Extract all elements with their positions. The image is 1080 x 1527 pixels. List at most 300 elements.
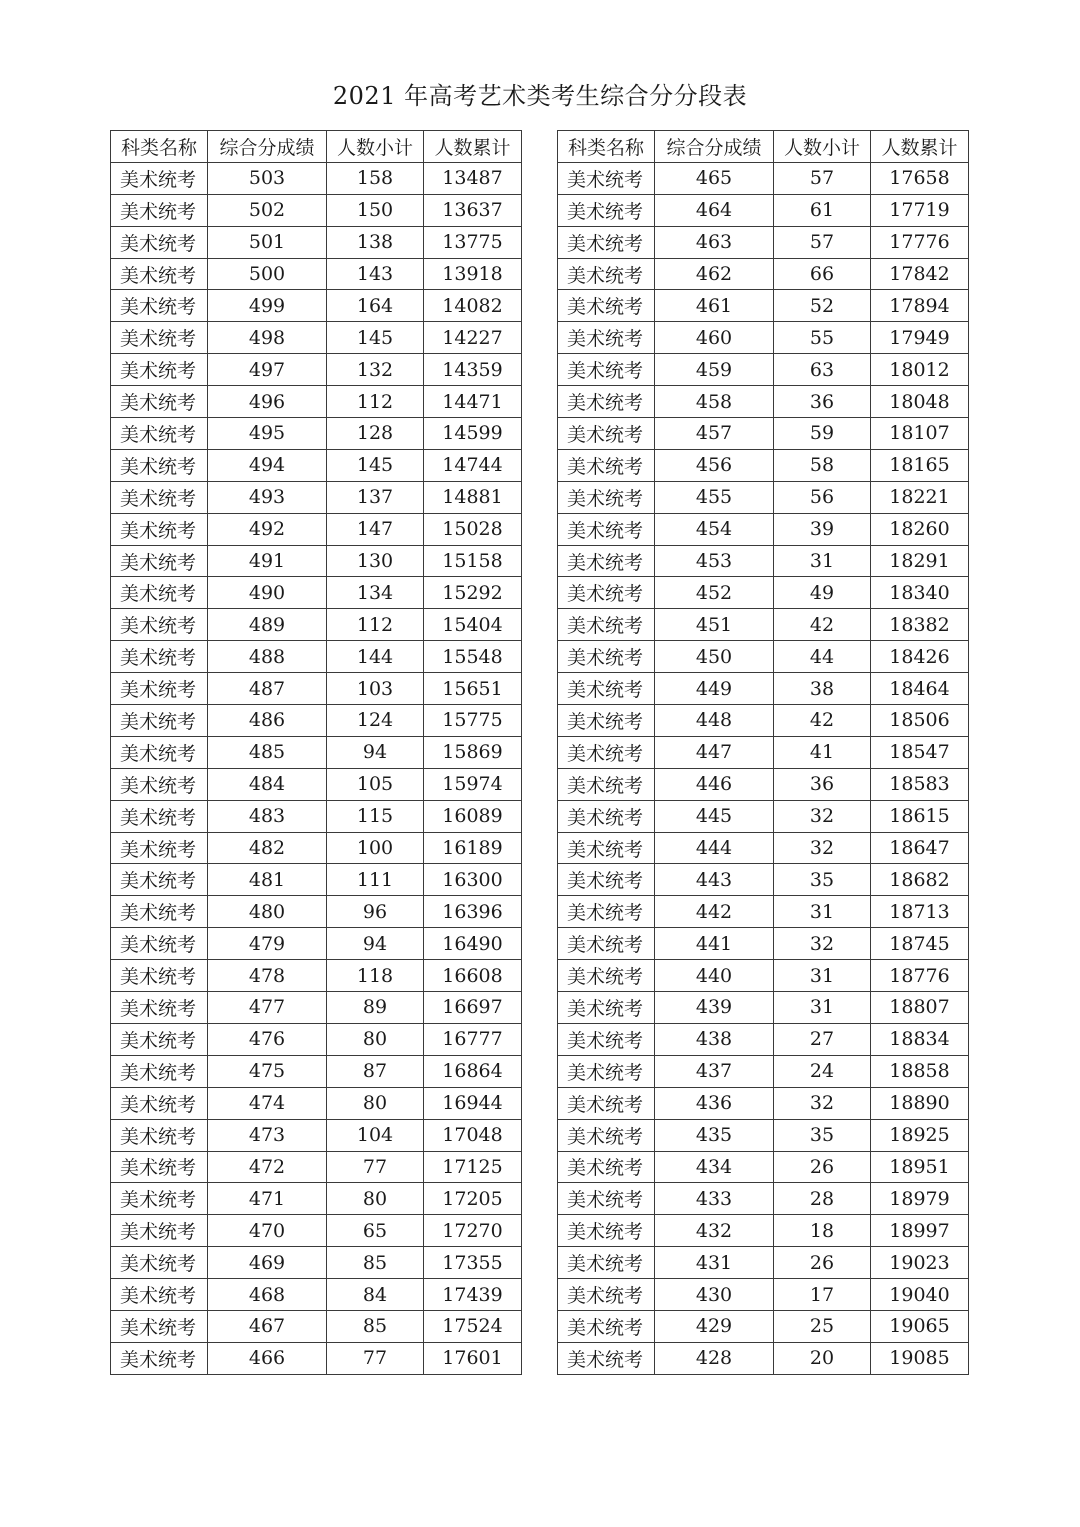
cell-category: 美术统考 [558, 609, 655, 641]
cell-category: 美术统考 [558, 1247, 655, 1279]
cell-category: 美术统考 [111, 1247, 208, 1279]
cell-category: 美术统考 [558, 1342, 655, 1374]
table-row [558, 162, 969, 194]
table-row [111, 1119, 522, 1151]
cell-category: 美术统考 [558, 1023, 655, 1055]
cell-count: 89 [327, 992, 424, 1024]
cell-category: 美术统考 [558, 194, 655, 226]
table-row [111, 832, 522, 864]
cell-score: 497 [208, 354, 327, 386]
cell-cumulative: 13637 [424, 194, 522, 226]
table-row [558, 513, 969, 545]
cell-score: 440 [655, 960, 774, 992]
cell-count: 77 [327, 1151, 424, 1183]
table-row [111, 481, 522, 513]
cell-count: 25 [774, 1310, 871, 1342]
cell-count: 18 [774, 1215, 871, 1247]
cell-cumulative: 19040 [871, 1279, 969, 1311]
table-row [111, 992, 522, 1024]
table-row [111, 322, 522, 354]
cell-score: 501 [208, 226, 327, 258]
cell-cumulative: 18647 [871, 832, 969, 864]
table-row [558, 768, 969, 800]
cell-score: 500 [208, 258, 327, 290]
cell-score: 432 [655, 1215, 774, 1247]
table-row [558, 896, 969, 928]
cell-cumulative: 15775 [424, 705, 522, 737]
cell-category: 美术统考 [558, 1183, 655, 1215]
table-row [111, 705, 522, 737]
cell-category: 美术统考 [558, 577, 655, 609]
cell-cumulative: 18925 [871, 1119, 969, 1151]
cell-score: 458 [655, 386, 774, 418]
table-row [558, 545, 969, 577]
cell-cumulative: 18340 [871, 577, 969, 609]
cell-score: 435 [655, 1119, 774, 1151]
cell-score: 462 [655, 258, 774, 290]
cell-category: 美术统考 [111, 609, 208, 641]
cell-score: 479 [208, 928, 327, 960]
table-row [111, 1055, 522, 1087]
table-row [558, 800, 969, 832]
cell-cumulative: 14227 [424, 322, 522, 354]
table-row [558, 992, 969, 1024]
cell-score: 491 [208, 545, 327, 577]
cell-score: 498 [208, 322, 327, 354]
cell-score: 465 [655, 162, 774, 194]
cell-score: 472 [208, 1151, 327, 1183]
cell-cumulative: 17658 [871, 162, 969, 194]
table-row [558, 1342, 969, 1374]
cell-count: 31 [774, 992, 871, 1024]
cell-category: 美术统考 [111, 992, 208, 1024]
cell-score: 445 [655, 800, 774, 832]
table-row [558, 258, 969, 290]
cell-count: 104 [327, 1119, 424, 1151]
cell-score: 443 [655, 864, 774, 896]
cell-count: 36 [774, 386, 871, 418]
table-row [111, 1023, 522, 1055]
table-row [111, 768, 522, 800]
cell-count: 118 [327, 960, 424, 992]
cell-count: 84 [327, 1279, 424, 1311]
cell-score: 487 [208, 673, 327, 705]
cell-cumulative: 18260 [871, 513, 969, 545]
cell-category: 美术统考 [558, 768, 655, 800]
table-row [111, 162, 522, 194]
cell-count: 52 [774, 290, 871, 322]
cell-cumulative: 18890 [871, 1087, 969, 1119]
cell-count: 55 [774, 322, 871, 354]
cell-count: 35 [774, 864, 871, 896]
cell-category: 美术统考 [558, 896, 655, 928]
cell-cumulative: 18107 [871, 418, 969, 450]
table-row [558, 1151, 969, 1183]
table-row [111, 545, 522, 577]
cell-count: 32 [774, 832, 871, 864]
table-row [558, 1055, 969, 1087]
cell-count: 138 [327, 226, 424, 258]
header-score: 综合分成绩 [655, 131, 774, 163]
cell-score: 433 [655, 1183, 774, 1215]
table-row [111, 418, 522, 450]
cell-cumulative: 17355 [424, 1247, 522, 1279]
table-row [111, 1279, 522, 1311]
cell-count: 80 [327, 1023, 424, 1055]
cell-cumulative: 15974 [424, 768, 522, 800]
cell-category: 美术统考 [558, 1119, 655, 1151]
table-row [558, 1087, 969, 1119]
cell-category: 美术统考 [111, 705, 208, 737]
cell-count: 44 [774, 641, 871, 673]
cell-score: 471 [208, 1183, 327, 1215]
cell-cumulative: 16944 [424, 1087, 522, 1119]
cell-cumulative: 16864 [424, 1055, 522, 1087]
cell-category: 美术统考 [558, 1151, 655, 1183]
header-category: 科类名称 [558, 131, 655, 163]
cell-score: 453 [655, 545, 774, 577]
cell-count: 158 [327, 162, 424, 194]
cell-cumulative: 13487 [424, 162, 522, 194]
cell-count: 128 [327, 418, 424, 450]
cell-score: 482 [208, 832, 327, 864]
table-row [558, 1119, 969, 1151]
cell-cumulative: 16697 [424, 992, 522, 1024]
page-title: 2021 年高考艺术类考生综合分分段表 [332, 82, 748, 110]
cell-count: 80 [327, 1087, 424, 1119]
cell-score: 469 [208, 1247, 327, 1279]
header-category: 科类名称 [111, 131, 208, 163]
cell-cumulative: 14744 [424, 449, 522, 481]
cell-category: 美术统考 [111, 226, 208, 258]
cell-count: 59 [774, 418, 871, 450]
cell-category: 美术统考 [111, 162, 208, 194]
cell-cumulative: 17439 [424, 1279, 522, 1311]
cell-score: 449 [655, 673, 774, 705]
cell-category: 美术统考 [111, 1279, 208, 1311]
table-row [111, 1215, 522, 1247]
table-row [111, 258, 522, 290]
cell-category: 美术统考 [558, 545, 655, 577]
cell-category: 美术统考 [111, 1055, 208, 1087]
cell-cumulative: 18165 [871, 449, 969, 481]
cell-count: 56 [774, 481, 871, 513]
cell-score: 459 [655, 354, 774, 386]
cell-score: 478 [208, 960, 327, 992]
table-row [111, 577, 522, 609]
cell-count: 112 [327, 609, 424, 641]
cell-count: 132 [327, 354, 424, 386]
cell-score: 481 [208, 864, 327, 896]
cell-count: 85 [327, 1247, 424, 1279]
cell-category: 美术统考 [558, 1310, 655, 1342]
cell-cumulative: 18776 [871, 960, 969, 992]
cell-count: 100 [327, 832, 424, 864]
table-row [111, 194, 522, 226]
cell-score: 464 [655, 194, 774, 226]
cell-cumulative: 18858 [871, 1055, 969, 1087]
cell-count: 96 [327, 896, 424, 928]
table-row [558, 1247, 969, 1279]
table-body-left [111, 162, 522, 1374]
cell-count: 115 [327, 800, 424, 832]
table-row [558, 1183, 969, 1215]
cell-score: 495 [208, 418, 327, 450]
table-row [558, 864, 969, 896]
cell-category: 美术统考 [558, 673, 655, 705]
cell-category: 美术统考 [111, 1310, 208, 1342]
cell-score: 444 [655, 832, 774, 864]
cell-score: 447 [655, 736, 774, 768]
cell-count: 42 [774, 609, 871, 641]
cell-count: 36 [774, 768, 871, 800]
cell-cumulative: 18713 [871, 896, 969, 928]
table-row [558, 322, 969, 354]
cell-score: 467 [208, 1310, 327, 1342]
cell-score: 475 [208, 1055, 327, 1087]
cell-score: 439 [655, 992, 774, 1024]
cell-category: 美术统考 [558, 449, 655, 481]
cell-score: 503 [208, 162, 327, 194]
table-row [111, 449, 522, 481]
cell-count: 124 [327, 705, 424, 737]
cell-cumulative: 17048 [424, 1119, 522, 1151]
table-row [111, 736, 522, 768]
cell-score: 461 [655, 290, 774, 322]
cell-category: 美术统考 [558, 736, 655, 768]
cell-category: 美术统考 [558, 162, 655, 194]
cell-cumulative: 16396 [424, 896, 522, 928]
cell-count: 77 [327, 1342, 424, 1374]
cell-cumulative: 16608 [424, 960, 522, 992]
cell-category: 美术统考 [558, 1087, 655, 1119]
cell-category: 美术统考 [558, 705, 655, 737]
cell-cumulative: 14881 [424, 481, 522, 513]
table-row [558, 673, 969, 705]
cell-cumulative: 16777 [424, 1023, 522, 1055]
cell-category: 美术统考 [111, 768, 208, 800]
cell-cumulative: 16490 [424, 928, 522, 960]
cell-cumulative: 15869 [424, 736, 522, 768]
table-row [111, 864, 522, 896]
cell-count: 57 [774, 226, 871, 258]
cell-cumulative: 18997 [871, 1215, 969, 1247]
cell-score: 431 [655, 1247, 774, 1279]
cell-score: 448 [655, 705, 774, 737]
cell-count: 57 [774, 162, 871, 194]
table-row [111, 673, 522, 705]
cell-count: 61 [774, 194, 871, 226]
cell-count: 66 [774, 258, 871, 290]
cell-score: 460 [655, 322, 774, 354]
cell-count: 130 [327, 545, 424, 577]
cell-cumulative: 16300 [424, 864, 522, 896]
header-count: 人数小计 [774, 131, 871, 163]
cell-category: 美术统考 [111, 736, 208, 768]
cell-count: 112 [327, 386, 424, 418]
header-cumulative: 人数累计 [424, 131, 522, 163]
cell-count: 32 [774, 928, 871, 960]
cell-cumulative: 16089 [424, 800, 522, 832]
cell-category: 美术统考 [558, 481, 655, 513]
table-row [111, 1247, 522, 1279]
cell-cumulative: 17719 [871, 194, 969, 226]
cell-score: 476 [208, 1023, 327, 1055]
table-row [111, 800, 522, 832]
cell-cumulative: 18012 [871, 354, 969, 386]
table-row [558, 1310, 969, 1342]
cell-category: 美术统考 [111, 960, 208, 992]
cell-score: 434 [655, 1151, 774, 1183]
cell-score: 455 [655, 481, 774, 513]
cell-cumulative: 18745 [871, 928, 969, 960]
score-table-left [110, 130, 522, 1375]
cell-count: 41 [774, 736, 871, 768]
cell-category: 美术统考 [558, 800, 655, 832]
cell-count: 145 [327, 322, 424, 354]
cell-cumulative: 15028 [424, 513, 522, 545]
cell-category: 美术统考 [111, 258, 208, 290]
cell-score: 486 [208, 705, 327, 737]
score-table-right [557, 130, 969, 1375]
cell-cumulative: 19023 [871, 1247, 969, 1279]
cell-count: 49 [774, 577, 871, 609]
cell-cumulative: 18951 [871, 1151, 969, 1183]
cell-score: 450 [655, 641, 774, 673]
cell-category: 美术统考 [111, 386, 208, 418]
cell-cumulative: 15548 [424, 641, 522, 673]
cell-cumulative: 15158 [424, 545, 522, 577]
cell-score: 429 [655, 1310, 774, 1342]
cell-category: 美术统考 [111, 1342, 208, 1374]
cell-score: 442 [655, 896, 774, 928]
cell-count: 31 [774, 545, 871, 577]
cell-cumulative: 17270 [424, 1215, 522, 1247]
table-row [111, 1342, 522, 1374]
cell-count: 94 [327, 928, 424, 960]
cell-score: 493 [208, 481, 327, 513]
cell-cumulative: 19065 [871, 1310, 969, 1342]
cell-count: 26 [774, 1247, 871, 1279]
cell-cumulative: 15404 [424, 609, 522, 641]
cell-category: 美术统考 [111, 1023, 208, 1055]
cell-count: 87 [327, 1055, 424, 1087]
cell-count: 105 [327, 768, 424, 800]
table-row [111, 609, 522, 641]
cell-score: 485 [208, 736, 327, 768]
cell-category: 美术统考 [111, 1151, 208, 1183]
cell-category: 美术统考 [111, 1183, 208, 1215]
cell-cumulative: 18382 [871, 609, 969, 641]
cell-category: 美术统考 [111, 832, 208, 864]
cell-category: 美术统考 [558, 641, 655, 673]
cell-score: 456 [655, 449, 774, 481]
table-row [111, 1310, 522, 1342]
cell-count: 31 [774, 960, 871, 992]
cell-cumulative: 13918 [424, 258, 522, 290]
cell-score: 494 [208, 449, 327, 481]
cell-score: 470 [208, 1215, 327, 1247]
table-row [111, 226, 522, 258]
cell-category: 美术统考 [111, 322, 208, 354]
table-row [111, 641, 522, 673]
header-count: 人数小计 [327, 131, 424, 163]
table-row [558, 577, 969, 609]
cell-score: 436 [655, 1087, 774, 1119]
table-row [558, 736, 969, 768]
cell-count: 85 [327, 1310, 424, 1342]
cell-category: 美术统考 [111, 545, 208, 577]
cell-category: 美术统考 [558, 418, 655, 450]
cell-cumulative: 18048 [871, 386, 969, 418]
table-row [111, 354, 522, 386]
cell-cumulative: 18979 [871, 1183, 969, 1215]
cell-cumulative: 17125 [424, 1151, 522, 1183]
cell-category: 美术统考 [558, 290, 655, 322]
table-row [111, 1087, 522, 1119]
cell-category: 美术统考 [558, 513, 655, 545]
cell-count: 39 [774, 513, 871, 545]
cell-count: 20 [774, 1342, 871, 1374]
cell-count: 17 [774, 1279, 871, 1311]
table-row [111, 290, 522, 322]
table-row [111, 960, 522, 992]
cell-cumulative: 14599 [424, 418, 522, 450]
cell-score: 496 [208, 386, 327, 418]
cell-cumulative: 17524 [424, 1310, 522, 1342]
cell-score: 454 [655, 513, 774, 545]
header-score: 综合分成绩 [208, 131, 327, 163]
cell-category: 美术统考 [558, 226, 655, 258]
cell-category: 美术统考 [558, 960, 655, 992]
cell-category: 美术统考 [558, 1215, 655, 1247]
cell-count: 147 [327, 513, 424, 545]
table-row [558, 1279, 969, 1311]
cell-score: 492 [208, 513, 327, 545]
cell-cumulative: 18464 [871, 673, 969, 705]
table-row [111, 513, 522, 545]
cell-count: 38 [774, 673, 871, 705]
cell-category: 美术统考 [558, 864, 655, 896]
cell-cumulative: 17842 [871, 258, 969, 290]
cell-category: 美术统考 [558, 992, 655, 1024]
table-row [558, 609, 969, 641]
cell-category: 美术统考 [111, 290, 208, 322]
cell-score: 490 [208, 577, 327, 609]
table-row [111, 1183, 522, 1215]
cell-score: 502 [208, 194, 327, 226]
cell-category: 美术统考 [111, 1087, 208, 1119]
cell-category: 美术统考 [111, 194, 208, 226]
cell-category: 美术统考 [558, 258, 655, 290]
cell-count: 137 [327, 481, 424, 513]
cell-cumulative: 18426 [871, 641, 969, 673]
cell-count: 28 [774, 1183, 871, 1215]
cell-category: 美术统考 [111, 513, 208, 545]
cell-category: 美术统考 [111, 641, 208, 673]
cell-count: 24 [774, 1055, 871, 1087]
table-row [558, 386, 969, 418]
cell-score: 452 [655, 577, 774, 609]
table-body-right [558, 162, 969, 1374]
cell-score: 468 [208, 1279, 327, 1311]
table-header-row [111, 131, 522, 163]
cell-cumulative: 17949 [871, 322, 969, 354]
cell-category: 美术统考 [558, 1055, 655, 1087]
cell-score: 488 [208, 641, 327, 673]
cell-count: 143 [327, 258, 424, 290]
cell-category: 美术统考 [111, 577, 208, 609]
